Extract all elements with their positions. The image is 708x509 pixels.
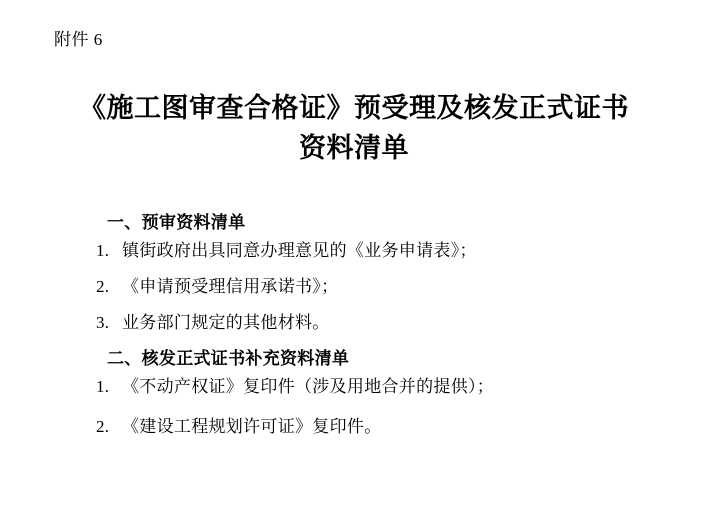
list-item: [96, 240, 636, 262]
list-item: [96, 376, 636, 398]
list-item: [96, 312, 636, 334]
section-formal-certificate: [96, 348, 636, 438]
page-title-line-1: 《施工图审查合格证》预受理及核发正式证书: [79, 93, 629, 123]
list-item-number: 1.: [96, 241, 110, 260]
list-item: [96, 416, 636, 438]
list-item-text: 业务部门规定的其他材料。: [122, 313, 330, 332]
list-item-text: 《不动产权证》复印件（涉及用地合并的提供）；: [122, 377, 495, 396]
section-heading-preliminary: 一、预审资料清单: [107, 213, 246, 232]
list-item-text: 《申请预受理信用承诺书》；: [122, 277, 339, 296]
page-title-line-2: 资料清单: [299, 133, 409, 163]
list-item: [96, 276, 636, 298]
list-item-number: 1.: [96, 377, 110, 396]
section-heading-formal: 二、核发正式证书补充资料清单: [107, 349, 350, 368]
section-preliminary-review: [96, 212, 636, 334]
item-list-formal: [96, 376, 636, 438]
list-item-number: 2.: [96, 417, 110, 436]
document-body: [96, 212, 636, 456]
list-item-text: 镇街政府出具同意办理意见的《业务申请表》；: [122, 241, 477, 260]
page-title: [54, 88, 654, 168]
list-item-text: 《建设工程规划许可证》复印件。: [122, 417, 382, 436]
list-item-number: 2.: [96, 277, 110, 296]
attachment-label: 附件 6: [54, 30, 103, 49]
item-list-preliminary: [96, 240, 636, 334]
list-item-number: 3.: [96, 313, 110, 332]
